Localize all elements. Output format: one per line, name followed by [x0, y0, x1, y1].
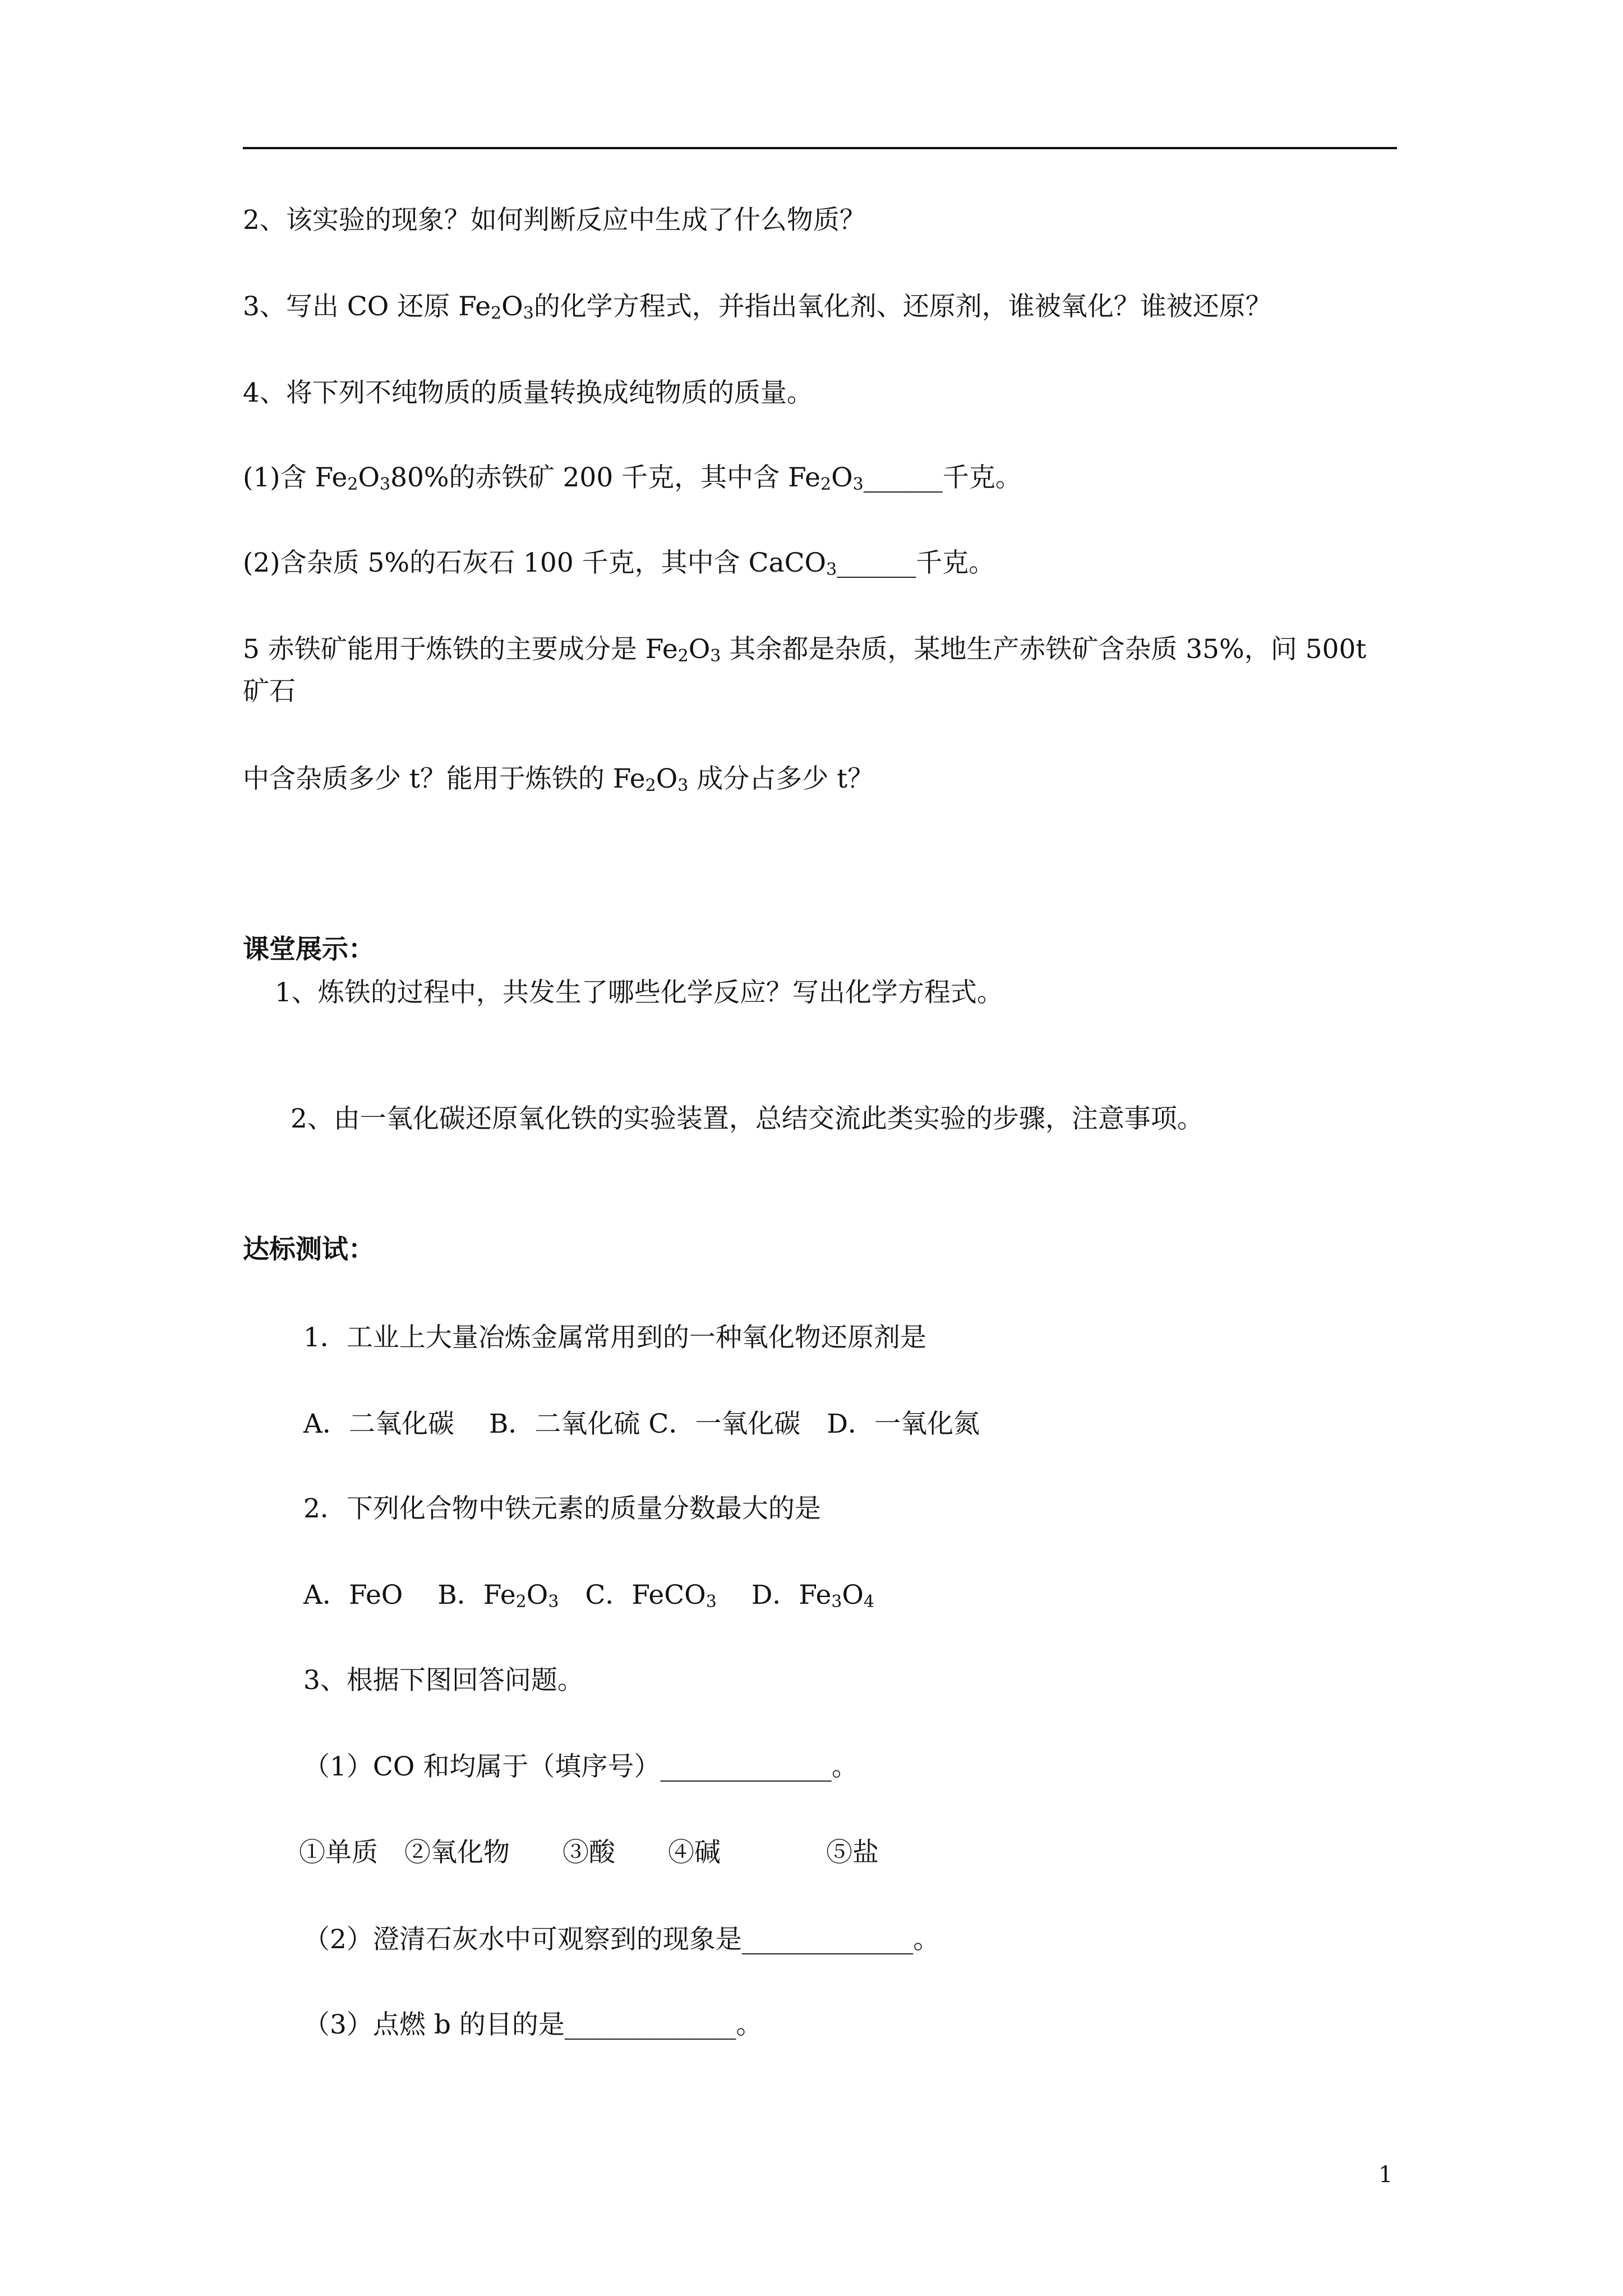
- question-4-part-1: (1)含 $Fe_2O_380\%$的赤铁矿 200 千克，其中含 $Fe_2O_3\_\_\_\_\_\_$千克。: [243, 462, 1022, 494]
- test-question-3-options: ①单质 ②氧化物 ③酸 ④碱 ⑤盐: [299, 1837, 879, 1868]
- header-rule: [243, 147, 1397, 149]
- test-question-3-part-3: （3）点燃 b 的目的是_____________。: [303, 2009, 763, 2040]
- question-5-line-1: 5 赤铁矿能用于炼铁的主要成分是 $Fe_2O_3$ 其余都是杂质，某地生产赤铁矿含杂质 35%，问 500t: [243, 634, 1367, 666]
- class-display-item-1: 1、炼铁的过程中，共发生了哪些化学反应？写出化学方程式。: [275, 977, 1003, 1008]
- question-4: 4、将下列不纯物质的质量转换成纯物质的质量。: [243, 378, 813, 408]
- class-display-item-2: 2、由一氧化碳还原氧化铁的实验装置，总结交流此类实验的步骤，注意事项。: [291, 1103, 1204, 1134]
- test-question-2-options: A．FeO B．$Fe_2O_3$ C．FeCO$_3$ D．$Fe_3O_4$: [303, 1580, 875, 1612]
- page-number: 1: [1378, 2162, 1393, 2188]
- section-title-class-display: 课堂展示：: [243, 934, 375, 965]
- test-question-3: 3、根据下图回答问题。: [303, 1665, 584, 1696]
- question-2: 2、该实验的现象？如何判断反应中生成了什么物质？: [243, 205, 866, 236]
- test-question-2: 2．下列化合物中铁元素的质量分数最大的是: [303, 1493, 821, 1524]
- test-question-1-options: A．二氧化碳 B．二氧化硫 C．一氧化碳 D．一氧化氮: [303, 1409, 980, 1439]
- section-title-test: 达标测试：: [243, 1234, 375, 1265]
- question-3: 3、写出 CO 还原 $Fe_2O_3$的化学方程式，并指出氧化剂、还原剂，谁被氧化？谁被还原？: [243, 291, 1272, 323]
- question-5-line-2: 矿石: [243, 676, 296, 707]
- test-question-1: 1．工业上大量冶炼金属常用到的一种氧化物还原剂是: [303, 1322, 926, 1353]
- test-question-3-part-2: （2）澄清石灰水中可观察到的现象是_____________。: [303, 1924, 940, 1955]
- test-question-3-part-1: （1）CO 和均属于（填序号）_____________。: [303, 1751, 858, 1782]
- question-4-part-2: (2)含杂质 5%的石灰石 100 千克，其中含 CaCO$_3$______千克。: [243, 547, 995, 579]
- question-5-line-3: 中含杂质多少 t？能用于炼铁的 $Fe_2O_3$ 成分占多少 t？: [243, 763, 874, 795]
